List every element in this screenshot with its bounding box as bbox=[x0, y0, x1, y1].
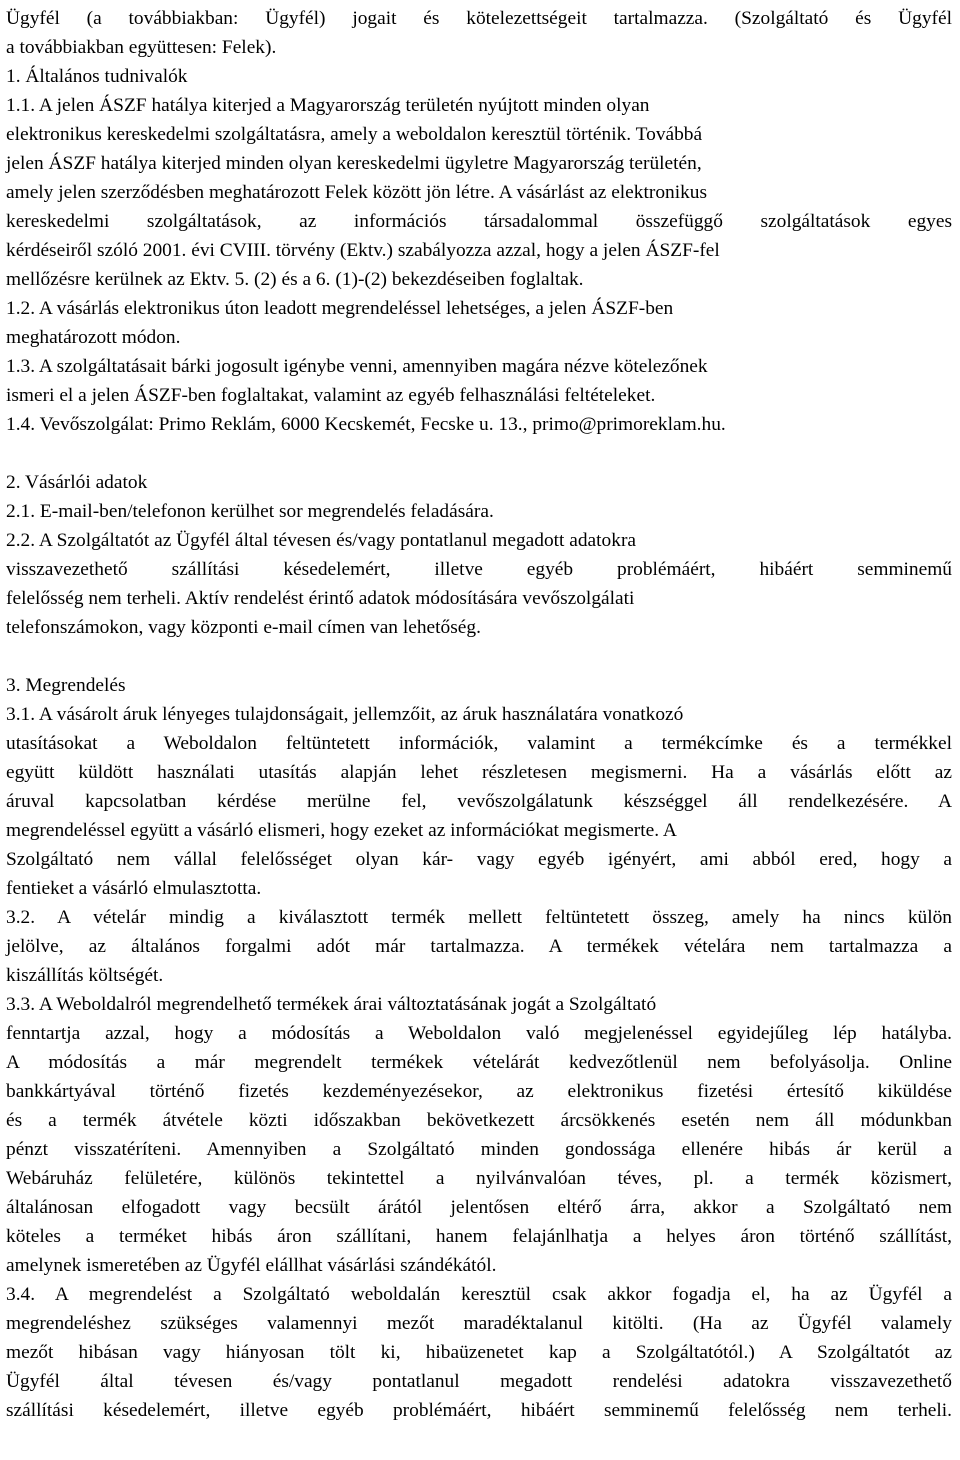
blank-line bbox=[6, 439, 952, 468]
text-line: és a termék átvétele közti időszakban bekövetkezett árcsökkenés esetén nem áll módunkban bbox=[6, 1110, 952, 1131]
text-line: kereskedelmi szolgáltatások, az információs társadalommal összefüggő szolgáltatások egyes bbox=[6, 211, 952, 232]
text-line: ismeri el a jelen ÁSZF-ben foglaltakat, valamint az egyéb felhasználási feltételeket. bbox=[6, 385, 656, 406]
text-line: 1.4. Vevőszolgálat: Primo Reklám, 6000 Kecskemét, Fecske u. 13., primo@primoreklam.hu. bbox=[6, 414, 726, 435]
text-line: köteles a terméket hibás áron szállítani, hanem felajánlhatja a helyes áron történő szállítást, bbox=[6, 1226, 952, 1247]
text-line: Ügyfél által tévesen és/vagy pontatlanul megadott rendelési adatokra visszavezethető bbox=[6, 1371, 952, 1392]
text-line: elektronikus kereskedelmi szolgáltatásra, amely a weboldalon keresztül történik. Továbbá bbox=[6, 124, 703, 145]
text-line: fenntartja azzal, hogy a módosítás a Weboldalon való megjelenéssel egyidejűleg lép hatályba. bbox=[6, 1023, 952, 1044]
text-line: utasításokat a Weboldalon feltüntetett információk, valamint a termékcímke és a termékkel bbox=[6, 733, 952, 754]
text-line: Ügyfél (a továbbiakban: Ügyfél) jogait és kötelezettségeit tartalmazza. (Szolgáltató és Ügyfél bbox=[6, 8, 952, 29]
text-line: általánosan elfogadott vagy becsült árától jelentősen eltérő árra, akkor a Szolgáltató nem bbox=[6, 1197, 952, 1218]
text-line: Szolgáltató nem vállal felelősséget olyan kár- vagy egyéb igényért, ami abból ered, hogy a bbox=[6, 849, 952, 870]
text-line: 1.2. A vásárlás elektronikus úton leadott megrendeléssel lehetséges, a jelen ÁSZF-ben bbox=[6, 298, 674, 319]
text-line: megrendeléshez szükséges valamennyi mezőt maradéktalanul kitölti. (Ha az Ügyfél valamely bbox=[6, 1313, 952, 1334]
text-line: pénzt visszatéríteni. Amennyiben a Szolgáltató minden gondossága ellenére hibás ár kerül a bbox=[6, 1139, 952, 1160]
text-line: meghatározott módon. bbox=[6, 327, 181, 348]
text-line: kérdéseiről szóló 2001. évi CVIII. törvény (Ektv.) szabályozza azzal, hogy a jelen ÁSZF-fel bbox=[6, 240, 720, 261]
text-line: amelynek ismeretében az Ügyfél elállhat vásárlási szándékától. bbox=[6, 1255, 497, 1276]
text-line: megrendeléssel együtt a vásárló elismeri, hogy ezeket az információkat megismerte. A bbox=[6, 820, 677, 841]
text-line: 1.3. A szolgáltatásait bárki jogosult igénybe venni, amennyiben magára nézve kötelezőnek bbox=[6, 356, 708, 377]
text-line: a továbbiakban együttesen: Felek). bbox=[6, 37, 277, 58]
text-line: 3. Megrendelés bbox=[6, 675, 126, 696]
text-line: 1.1. A jelen ÁSZF hatálya kiterjed a Magyarország területén nyújtott minden olyan bbox=[6, 95, 650, 116]
text-line: szállítási késedelemért, illetve egyéb problémáért, hibáért semminemű felelősség nem terheli. bbox=[6, 1400, 952, 1421]
text-line: jelölve, az általános forgalmi adót már tartalmazza. A termékek vételára nem tartalmazza a bbox=[6, 936, 952, 957]
text-line: mezőt hibásan vagy hiányosan tölt ki, hibaüzenetet kap a Szolgáltatótól.) A Szolgáltatót az bbox=[6, 1342, 952, 1363]
text-line: fentieket a vásárló elmulasztotta. bbox=[6, 878, 262, 899]
text-line: amely jelen szerződésben meghatározott Felek között jön létre. A vásárlást az elektronikus bbox=[6, 182, 708, 203]
text-line: 2.2. A Szolgáltatót az Ügyfél által tévesen és/vagy pontatlanul megadott adatokra bbox=[6, 530, 637, 551]
text-line: kiszállítás költségét. bbox=[6, 965, 164, 986]
text-line: 2. Vásárlói adatok bbox=[6, 472, 148, 493]
text-line: 1. Általános tudnivalók bbox=[6, 66, 188, 87]
text-line: 2.1. E-mail-ben/telefonon kerülhet sor megrendelés feladására. bbox=[6, 501, 494, 522]
text-line: 3.2. A vételár mindig a kiválasztott termék mellett feltüntetett összeg, amely ha nincs külön bbox=[6, 907, 952, 928]
text-line: 3.1. A vásárolt áruk lényeges tulajdonságait, jellemzőit, az áruk használatára vonatkozó bbox=[6, 704, 684, 725]
text-line: jelen ÁSZF hatálya kiterjed minden olyan kereskedelmi ügyletre Magyarország területén, bbox=[6, 153, 702, 174]
text-line: 3.3. A Weboldalról megrendelhető termékek árai változtatásának jogát a Szolgáltató bbox=[6, 994, 657, 1015]
text-line: Webáruház felületére, különös tekintettel a nyilvánvalóan téves, pl. a termék közismert, bbox=[6, 1168, 952, 1189]
text-line: visszavezethető szállítási késedelemért, illetve egyéb problémáért, hibáért semminemű bbox=[6, 559, 952, 580]
text-line: együtt küldött használati utasítás alapján lehet részletesen megismerni. Ha a vásárlás előtt az bbox=[6, 762, 952, 783]
text-line: bankkártyával történő fizetés kezdeményezésekor, az elektronikus fizetési értesítő kiküldése bbox=[6, 1081, 952, 1102]
text-line: 3.4. A megrendelést a Szolgáltató weboldalán keresztül csak akkor fogadja el, ha az Ügyfél a bbox=[6, 1284, 952, 1305]
text-line: felelősség nem terheli. Aktív rendelést érintő adatok módosítására vevőszolgálati bbox=[6, 588, 635, 609]
text-line: áruval kapcsolatban kérdése merülne fel, vevőszolgálatunk készséggel áll rendelkezésére. A bbox=[6, 791, 952, 812]
text-line: telefonszámokon, vagy központi e-mail címen van lehetőség. bbox=[6, 617, 481, 638]
blank-line bbox=[6, 642, 952, 671]
text-line: A módosítás a már megrendelt termékek vételárát kedvezőtlenül nem befolyásolja. Online bbox=[6, 1052, 952, 1073]
text-line: mellőzésre kerülnek az Ektv. 5. (2) és a 6. (1)-(2) bekezdéseiben foglaltak. bbox=[6, 269, 584, 290]
